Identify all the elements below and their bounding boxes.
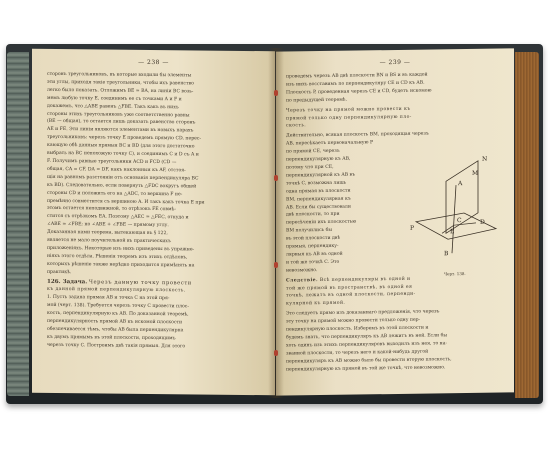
label-c: C (457, 217, 462, 225)
text-line: ∠ABE = ∠FBE; но ∠ABE + ∠FBE — прямому углу. (47, 222, 169, 229)
text-line: является не мало поучительной въ практическихъ (47, 237, 171, 245)
label-a: A (458, 180, 463, 188)
text-line: сторонъ треугольниковъ, въ которые входили бы элементы (47, 71, 192, 79)
proof-line: BM получились бы (286, 228, 333, 234)
corollary-line: той же прямой въ пространствѣ, въ одной ея (286, 284, 413, 292)
text-line: легко было показать. Отложимъ BE = BA, на линіи BC возь- (47, 87, 194, 95)
problem-text-line: перпендикулярность прямой AB къ искомой плоскости (47, 318, 183, 326)
plane-p (416, 213, 496, 240)
problem-title-line-2: къ данной прямой перпендикулярную плоскость. (47, 287, 186, 294)
text-line: званной плоскости, то черезъ него и какой-нибудь другой (286, 349, 429, 357)
left-page-number: — 238 — (138, 58, 169, 67)
text-line: перпендикулярную къ прямой въ той же точкѣ, что невозможно. (286, 364, 446, 373)
text-line: которыхъ рѣшеніе также нерѣдко приходится примѣнять на (47, 261, 195, 269)
text-line: перпендикуляръ къ AB можно было бы провести вторую плоскость, (286, 356, 452, 365)
text-line: треугольниковъ: черезъ точку E проведемъ прямую CD, перес- (47, 135, 201, 142)
text-line: Это следуетъ прямо изъ доказаннаго предложенія, что черезъ (286, 309, 440, 317)
page-block-edge (515, 52, 539, 398)
problem-text-line: мой (черт. 138). Требуется черезъ точку C провести плос- (47, 303, 189, 310)
text-line: изъ нихъ восставимъ по перпендикуляру CE и CD къ AB. (286, 80, 425, 88)
proof-line: по прямой CE, черезъ (286, 148, 340, 155)
text-line: практикѣ. (47, 269, 72, 275)
text-line: Доказанная нами теорема, вытекающая въ § 122, (47, 230, 168, 237)
text-line: Плоскость P, проведенная черезъ CE и CD, будетъ искомою (286, 88, 432, 96)
text-line: проведемъ черезъ AB двѣ плоскости BN и BS и въ каждой (286, 72, 428, 80)
text-line: по предыдущей теоремѣ. (286, 97, 348, 104)
corollary-label: Следствіе. (286, 277, 318, 284)
text-line: выбрать на BC непохожую точку C), и соединимъ C и D съ A и (47, 150, 199, 158)
label-e: E (450, 228, 455, 236)
theorem-line: прямой только одну перпендикулярную пло- (286, 114, 412, 122)
proof-line: и той же точкѣ C. Это (286, 259, 340, 266)
text-line: премѣнно совместится съ вершиною A. И такъ какъ точка E при (47, 198, 205, 206)
label-p: P (410, 224, 415, 232)
line-ab (452, 185, 456, 253)
text-line: пендикулярную плоскость. Изберемъ въ этой плоскости и (286, 325, 429, 333)
text-line: эту точку на прямой можно провести только одну пер- (286, 317, 421, 325)
label-m: M (472, 169, 479, 177)
text-line: докажемъ, что △ABE равенъ △FBE. Такъ какъ въ нихъ (47, 103, 179, 110)
text-line: стится съ отрѣзкомъ EA. Поэтому △AEC = △FEC, откуда и (47, 214, 189, 221)
text-line: ніяхъ этого отдѣла. Рѣшенія теоремъ изъ этихъ отдѣловъ, (47, 253, 188, 261)
proof-line: перпендикулярную къ AB, (286, 156, 351, 163)
right-page-number: — 239 — (379, 58, 411, 67)
text-line: F. Получимъ равные треугольники ACD и FCD (CD — (47, 158, 177, 166)
problem-text-line: обезпечивается тѣмъ, чтобы AB была перпендикулярна (47, 326, 184, 334)
text-line: стороны CD и положить его на △ADC, то вершина F не- (47, 190, 183, 197)
problem-title: Черезъ данную точку провести (88, 278, 192, 286)
text-line: (BE — общая), то остается лишь доказать равенство сторонъ (47, 119, 196, 126)
text-line: мемъ любую точку E, соединимъ ее съ точками A и F и (47, 95, 182, 103)
text-line: AE и FE. Эти линіи являются элементами въ новыхъ парахъ (47, 127, 194, 134)
proof-line: потому что при CE, (286, 164, 334, 171)
proof-line: въ этой плоскости двѣ (286, 235, 341, 242)
problem-text-line: кость, перпендикулярную къ AB. По доказанной теоремѣ, (47, 311, 189, 318)
text-line: общая, CA = CF, DA = DF, какъ наклонныя къ AF, отстоя- (47, 166, 186, 174)
label-d: D (480, 218, 485, 226)
book-gutter (268, 48, 284, 398)
text-line: эти углы, приходя такіе треугольники, чтобы ихъ равенство (47, 79, 194, 87)
problem-heading: 126. Задача. (47, 278, 88, 285)
text-line: приложеніяхъ. Некоторые изъ нихъ приведены въ упражне- (47, 245, 195, 253)
proof-line: двѣ плоскости, то при (286, 212, 340, 218)
proof-line: лярныя къ AB въ одной (286, 251, 343, 258)
corollary-text-1: Всѣ перпендикуляры въ одной и (319, 276, 411, 283)
proof-line: AB. Если бы существовали (286, 204, 351, 211)
binding-thread (274, 350, 278, 356)
theorem-line: Черезъ точку на прямой можно провести къ (286, 106, 411, 114)
binding-thread (274, 262, 278, 268)
proof-line: точкѣ C, возможна лишь (286, 180, 347, 187)
text-line: щія на равномъ разстояніи отъ основанія перпендикуляра BC (47, 174, 199, 182)
problem-text-line: къ двумъ прямымъ въ этой плоскости, проходящимъ (47, 334, 176, 342)
text-line: этомъ остается неподвижной, то отрѣзокъ FE совмѣ- (47, 206, 176, 213)
proof-line: невозможно. (286, 267, 318, 274)
proof-line: AB, пересѣкаетъ первоначальную P (286, 140, 374, 147)
binding-thread (274, 90, 278, 96)
text-line: стороны этихъ треугольниковъ уже соответственно равны (47, 111, 190, 118)
text-line: къ BD). Следовательно, если повернуть △FDC вокругъ общей (47, 182, 197, 190)
left-page-text (47, 71, 262, 352)
text-line: хоть одинъ изъ этихъ перпендикуляровъ выходилъ изъ нея, то на- (286, 341, 448, 349)
text-line: будемъ знать, что перпендикуляръ къ AB лежитъ въ ней. Если бы (286, 333, 447, 341)
text-line: кающую обѣ данныя прямыя BC и BD (для этого достаточно (47, 143, 195, 150)
corollary-line: кулярной къ прямой. (286, 301, 346, 307)
label-n: N (482, 155, 488, 163)
proof-line: прямыя, перпендику- (286, 243, 339, 250)
proof-line: пересѣченіи ихъ плоскостью (286, 219, 357, 226)
proof-line: перпендикулярной къ AB въ (286, 172, 356, 179)
proof-line: BM, перпендикулярная къ (286, 196, 351, 203)
proof-line: одна прямая въ плоскости (286, 188, 351, 195)
problem-text-line: 1. Пусть задана прямая AB и точка C на этой пря- (47, 295, 170, 302)
theorem-line: скость. (286, 123, 307, 129)
left-page (32, 49, 275, 396)
problem-text-line: черезъ точку C. Построимъ двѣ такія прямыя. Для этого (47, 342, 186, 350)
figure-138 (406, 151, 501, 270)
right-page (276, 48, 514, 395)
binding-thread (274, 175, 278, 181)
label-b: B (444, 250, 449, 258)
figure-caption: Черт. 138. (444, 271, 466, 277)
proof-line: Действительно, всякая плоскость BM, проходящая черезъ (286, 131, 429, 139)
corollary-line: точкѣ, лежатъ въ одной плоскости, перпенди- (286, 292, 416, 299)
cover-marbled-edge (7, 52, 29, 396)
